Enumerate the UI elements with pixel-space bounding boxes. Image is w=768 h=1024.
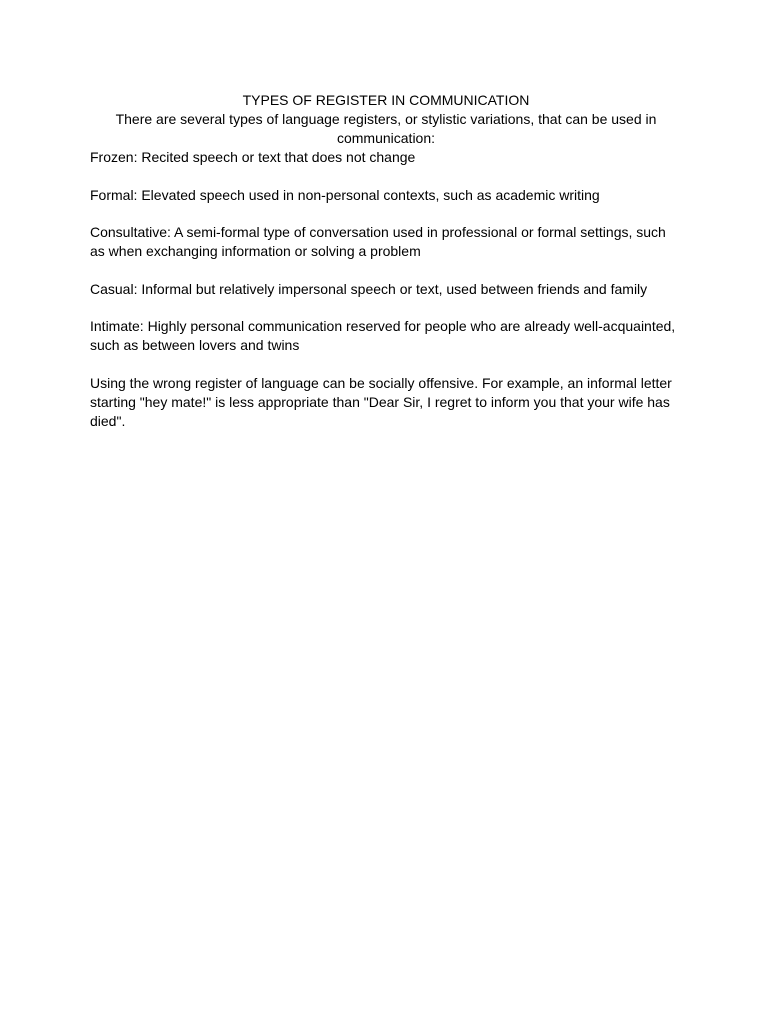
document-title: TYPES OF REGISTER IN COMMUNICATION <box>242 92 530 108</box>
intro-paragraph: There are several types of language registers, or stylistic variations, that can be used in communication: <box>115 111 657 146</box>
register-frozen: Frozen: Recited speech or text that does not change <box>90 149 416 165</box>
register-consultative: Consultative: A semi-formal type of conversation used in professional or formal settings, such as when exchanging information or solving a problem <box>90 224 666 259</box>
register-casual: Casual: Informal but relatively impersonal speech or text, used between friends and family <box>90 280 648 297</box>
register-intimate: Intimate: Highly personal communication reserved for people who are already well-acquainted, such as between lovers and twins <box>90 318 676 353</box>
register-formal: Formal: Elevated speech used in non-personal contexts, such as academic writing <box>90 186 600 203</box>
closing-paragraph: Using the wrong register of language can be socially offensive. For example, an informal letter starting "hey mate!" is less appropriate than "Dear Sir, I regret to inform you that your wife has died". <box>90 374 672 429</box>
document-page <box>90 91 682 431</box>
